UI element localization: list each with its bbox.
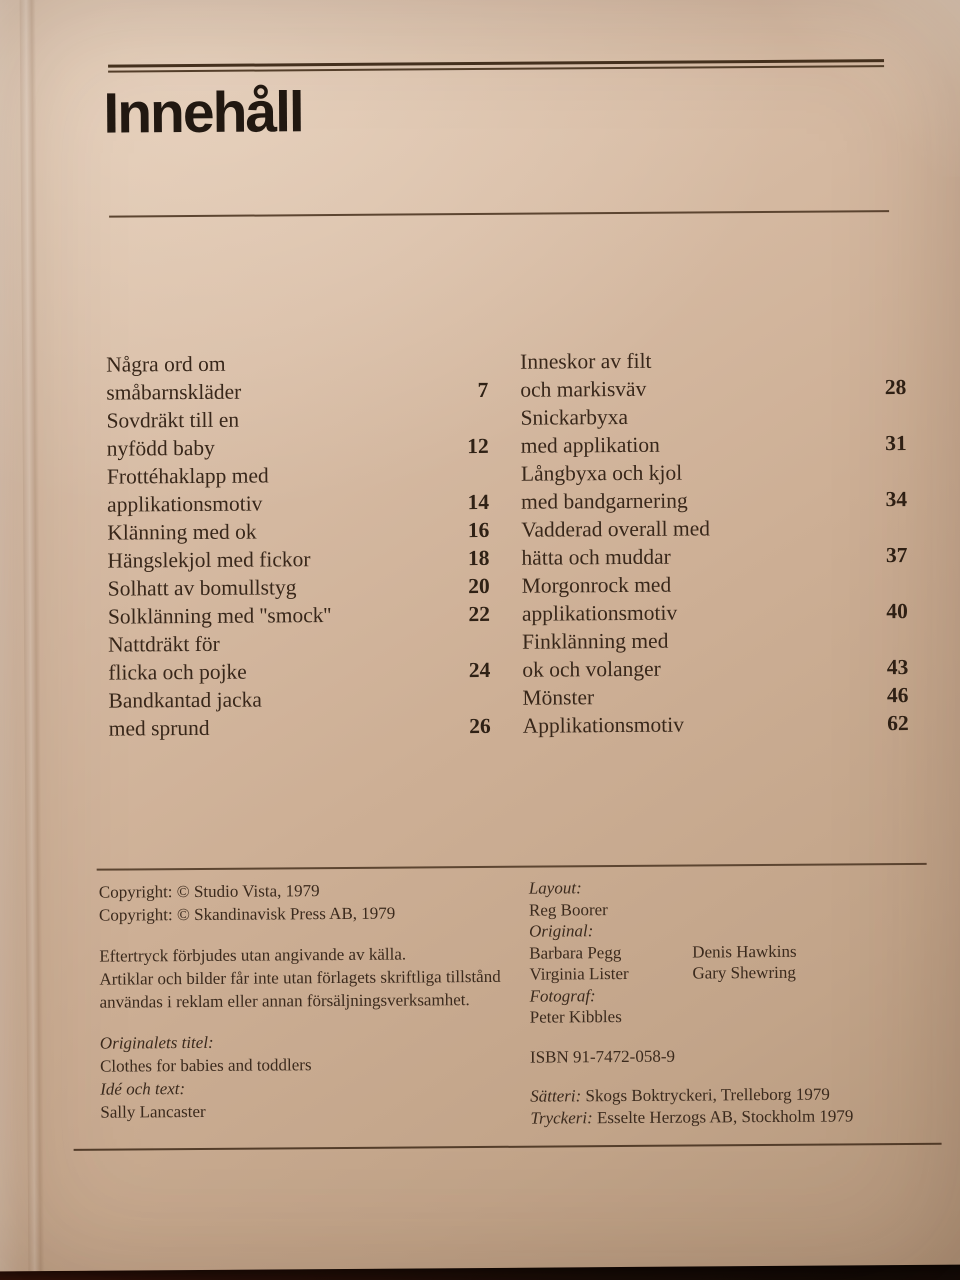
toc-entry-title: med bandgarnering [521, 488, 688, 514]
toc-entry-title: Solklänning med ''smock'' [107, 603, 332, 629]
toc-line [108, 572, 490, 603]
rights-line-2 [99, 965, 523, 991]
toc-entry [521, 457, 907, 516]
page-title: Innehåll [103, 80, 303, 146]
original-label [529, 918, 943, 942]
toc-line [522, 625, 908, 656]
toc-page-number: 7 [477, 377, 489, 403]
toc-line [522, 653, 908, 684]
toc-entry-title: Bandkantad jacka [108, 687, 262, 713]
toc-column-left [106, 348, 491, 743]
toc-line [523, 709, 909, 740]
copyright-line-2 [99, 901, 523, 927]
typesetter-line [530, 1083, 944, 1107]
toc-page-number: 16 [467, 517, 490, 543]
toc-entry [520, 401, 906, 460]
imprint-text: Skogs Boktryckeri, Trelleborg 1979 [581, 1084, 830, 1106]
original-title [100, 1052, 524, 1078]
toc-line [107, 544, 489, 575]
rights-line-3 [100, 988, 524, 1014]
toc-entry [108, 572, 490, 603]
top-double-rule [108, 59, 884, 74]
copyright-line-1 [99, 878, 523, 904]
toc-line [109, 712, 491, 743]
toc-line [107, 460, 489, 491]
imprint-name: Gary Shewring [692, 962, 796, 983]
toc-line [108, 684, 490, 715]
toc-entry-title: Snickarbyxa [520, 404, 629, 430]
toc-line [521, 457, 907, 488]
toc-entry-title: Morgonrock med [521, 572, 672, 598]
toc-page-number: 14 [467, 489, 490, 515]
imprint-text: Sally Lancaster [100, 1101, 206, 1122]
imprint-left-block [99, 878, 525, 1124]
toc-entry-title: Frottéhaklapp med [106, 463, 269, 489]
toc-page-number: 12 [467, 433, 489, 459]
layout-name [529, 896, 943, 920]
toc-line [106, 404, 488, 435]
toc-entry-title: Klänning med ok [107, 519, 257, 545]
toc-line [108, 656, 490, 687]
toc-line [520, 373, 906, 404]
toc-line [106, 348, 488, 379]
imprint-text: Idé och text: [100, 1079, 186, 1099]
original-names-row-2 [529, 961, 943, 985]
toc-page-number: 31 [885, 431, 907, 456]
toc-entry-title: med applikation [520, 432, 660, 458]
toc-entry [520, 345, 906, 404]
toc-line [522, 569, 908, 600]
toc-line [521, 485, 907, 516]
imprint-text: Reg Boorer [528, 899, 608, 920]
imprint-text: Clothes for babies and toddlers [99, 1055, 312, 1076]
toc-page-number: 18 [467, 545, 490, 571]
toc-line [108, 600, 490, 631]
toc-entry-title: ok och volanger [522, 656, 661, 682]
imprint-name: Virginia Lister [529, 963, 629, 984]
imprint-right-block [529, 875, 945, 1129]
toc-entry-title: Långbyxa och kjol [520, 460, 683, 486]
toc-entry-title: och markisväv [520, 376, 647, 402]
imprint-text: Esselte Herzogs AB, Stockholm 1979 [592, 1105, 854, 1127]
imprint-text: Originalets titel: [99, 1032, 214, 1053]
toc-entry [108, 628, 490, 687]
toc-line [522, 597, 908, 628]
imprint-text: Original: [529, 921, 594, 941]
imprint-label: Tryckeri: [530, 1107, 593, 1128]
imprint-top-rule [97, 863, 927, 871]
toc-entry-title: Sovdräkt till en [106, 407, 240, 433]
toc-page-number: 26 [469, 713, 491, 739]
imprint-text: användas i reklam eller annan försäljningsverksamhet. [99, 990, 470, 1012]
toc-page-number: 22 [468, 601, 490, 627]
toc-entry [108, 684, 490, 743]
toc-page-number: 43 [886, 655, 909, 680]
photographer-name [530, 1004, 944, 1028]
toc-line [108, 628, 490, 659]
isbn-line [530, 1043, 944, 1067]
toc-entry [522, 625, 908, 684]
toc-entry [523, 709, 909, 740]
toc-line [521, 513, 907, 544]
idea-text-label [100, 1075, 524, 1101]
toc-line [520, 401, 906, 432]
toc-page-number: 28 [884, 375, 907, 400]
toc-entry-title: flicka och pojke [108, 659, 247, 685]
printer-line [530, 1104, 944, 1128]
toc-page-number: 40 [886, 599, 908, 624]
toc-line [107, 488, 489, 519]
toc-line [107, 432, 489, 463]
toc-entry-title: hätta och muddar [521, 544, 671, 570]
imprint-label: Sätteri: [530, 1086, 582, 1106]
photographer-label [529, 982, 943, 1006]
toc-entry-title: Nattdräkt för [108, 631, 220, 657]
toc-entry-title: nyfödd baby [106, 435, 215, 461]
toc-line [106, 376, 488, 407]
toc-entry-title: småbarnskläder [106, 379, 242, 405]
original-names-row-1 [529, 939, 943, 963]
imprint-text: Artiklar och bilder får inte utan förlagets skriftliga tillstånd [99, 966, 501, 989]
toc-entry-title: applikationsmotiv [107, 491, 263, 517]
toc-entry [106, 348, 488, 407]
toc-entry [107, 460, 489, 519]
toc-entry [108, 600, 490, 631]
toc-entry-title: med sprund [108, 715, 210, 741]
imprint-text: Fotograf: [529, 985, 596, 1006]
author-name [100, 1098, 524, 1124]
imprint-text: ISBN 91-7472-058-9 [529, 1046, 676, 1067]
toc-entry-title: applikationsmotiv [521, 600, 678, 626]
imprint-text: Peter Kibbles [529, 1007, 622, 1027]
toc-line [521, 429, 907, 460]
imprint-name: Denis Hawkins [692, 941, 797, 962]
toc-page-number: 34 [885, 487, 908, 512]
toc-entry [107, 544, 489, 575]
toc-page-number: 62 [887, 711, 909, 736]
imprint-text: Copyright: © Studio Vista, 1979 [98, 881, 320, 902]
toc-entry-title: Inneskor av filt [520, 348, 652, 374]
toc-entry-title: Vadderad overall med [521, 516, 711, 542]
toc-column-right [520, 345, 909, 740]
toc-page-number: 37 [885, 543, 908, 568]
toc-entry [106, 404, 488, 463]
toc-line [520, 345, 906, 376]
toc-page-number: 20 [468, 573, 490, 599]
toc-entry [522, 681, 908, 712]
toc-entry [522, 569, 908, 628]
original-title-label [100, 1029, 524, 1055]
imprint-text: Copyright: © Skandinavisk Press AB, 1979 [98, 903, 396, 925]
imprint-text: Layout: [528, 878, 582, 898]
toc-page-number: 24 [468, 657, 491, 683]
toc-entry [521, 513, 907, 572]
rights-line-1 [99, 942, 523, 968]
toc-entry-title: Några ord om [106, 351, 226, 377]
toc-entry-title: Hängslekjol med fickor [107, 547, 311, 573]
toc-entry-title: Applikationsmotiv [522, 712, 685, 738]
bottom-rule [74, 1143, 942, 1151]
imprint-name: Barbara Pegg [529, 942, 622, 963]
toc-entry [107, 516, 489, 547]
toc-line [522, 681, 908, 712]
toc-line [107, 516, 489, 547]
imprint-text: Eftertryck förbjudes utan angivande av källa. [99, 944, 407, 966]
layout-label [529, 875, 943, 899]
toc-entry-title: Solhatt av bomullstyg [107, 575, 297, 601]
toc-line [521, 541, 907, 572]
toc-page-number: 46 [886, 683, 909, 708]
title-underline-rule [109, 210, 889, 217]
toc-entry-title: Finklänning med [522, 628, 669, 654]
toc-entry-title: Mönster [522, 685, 595, 710]
